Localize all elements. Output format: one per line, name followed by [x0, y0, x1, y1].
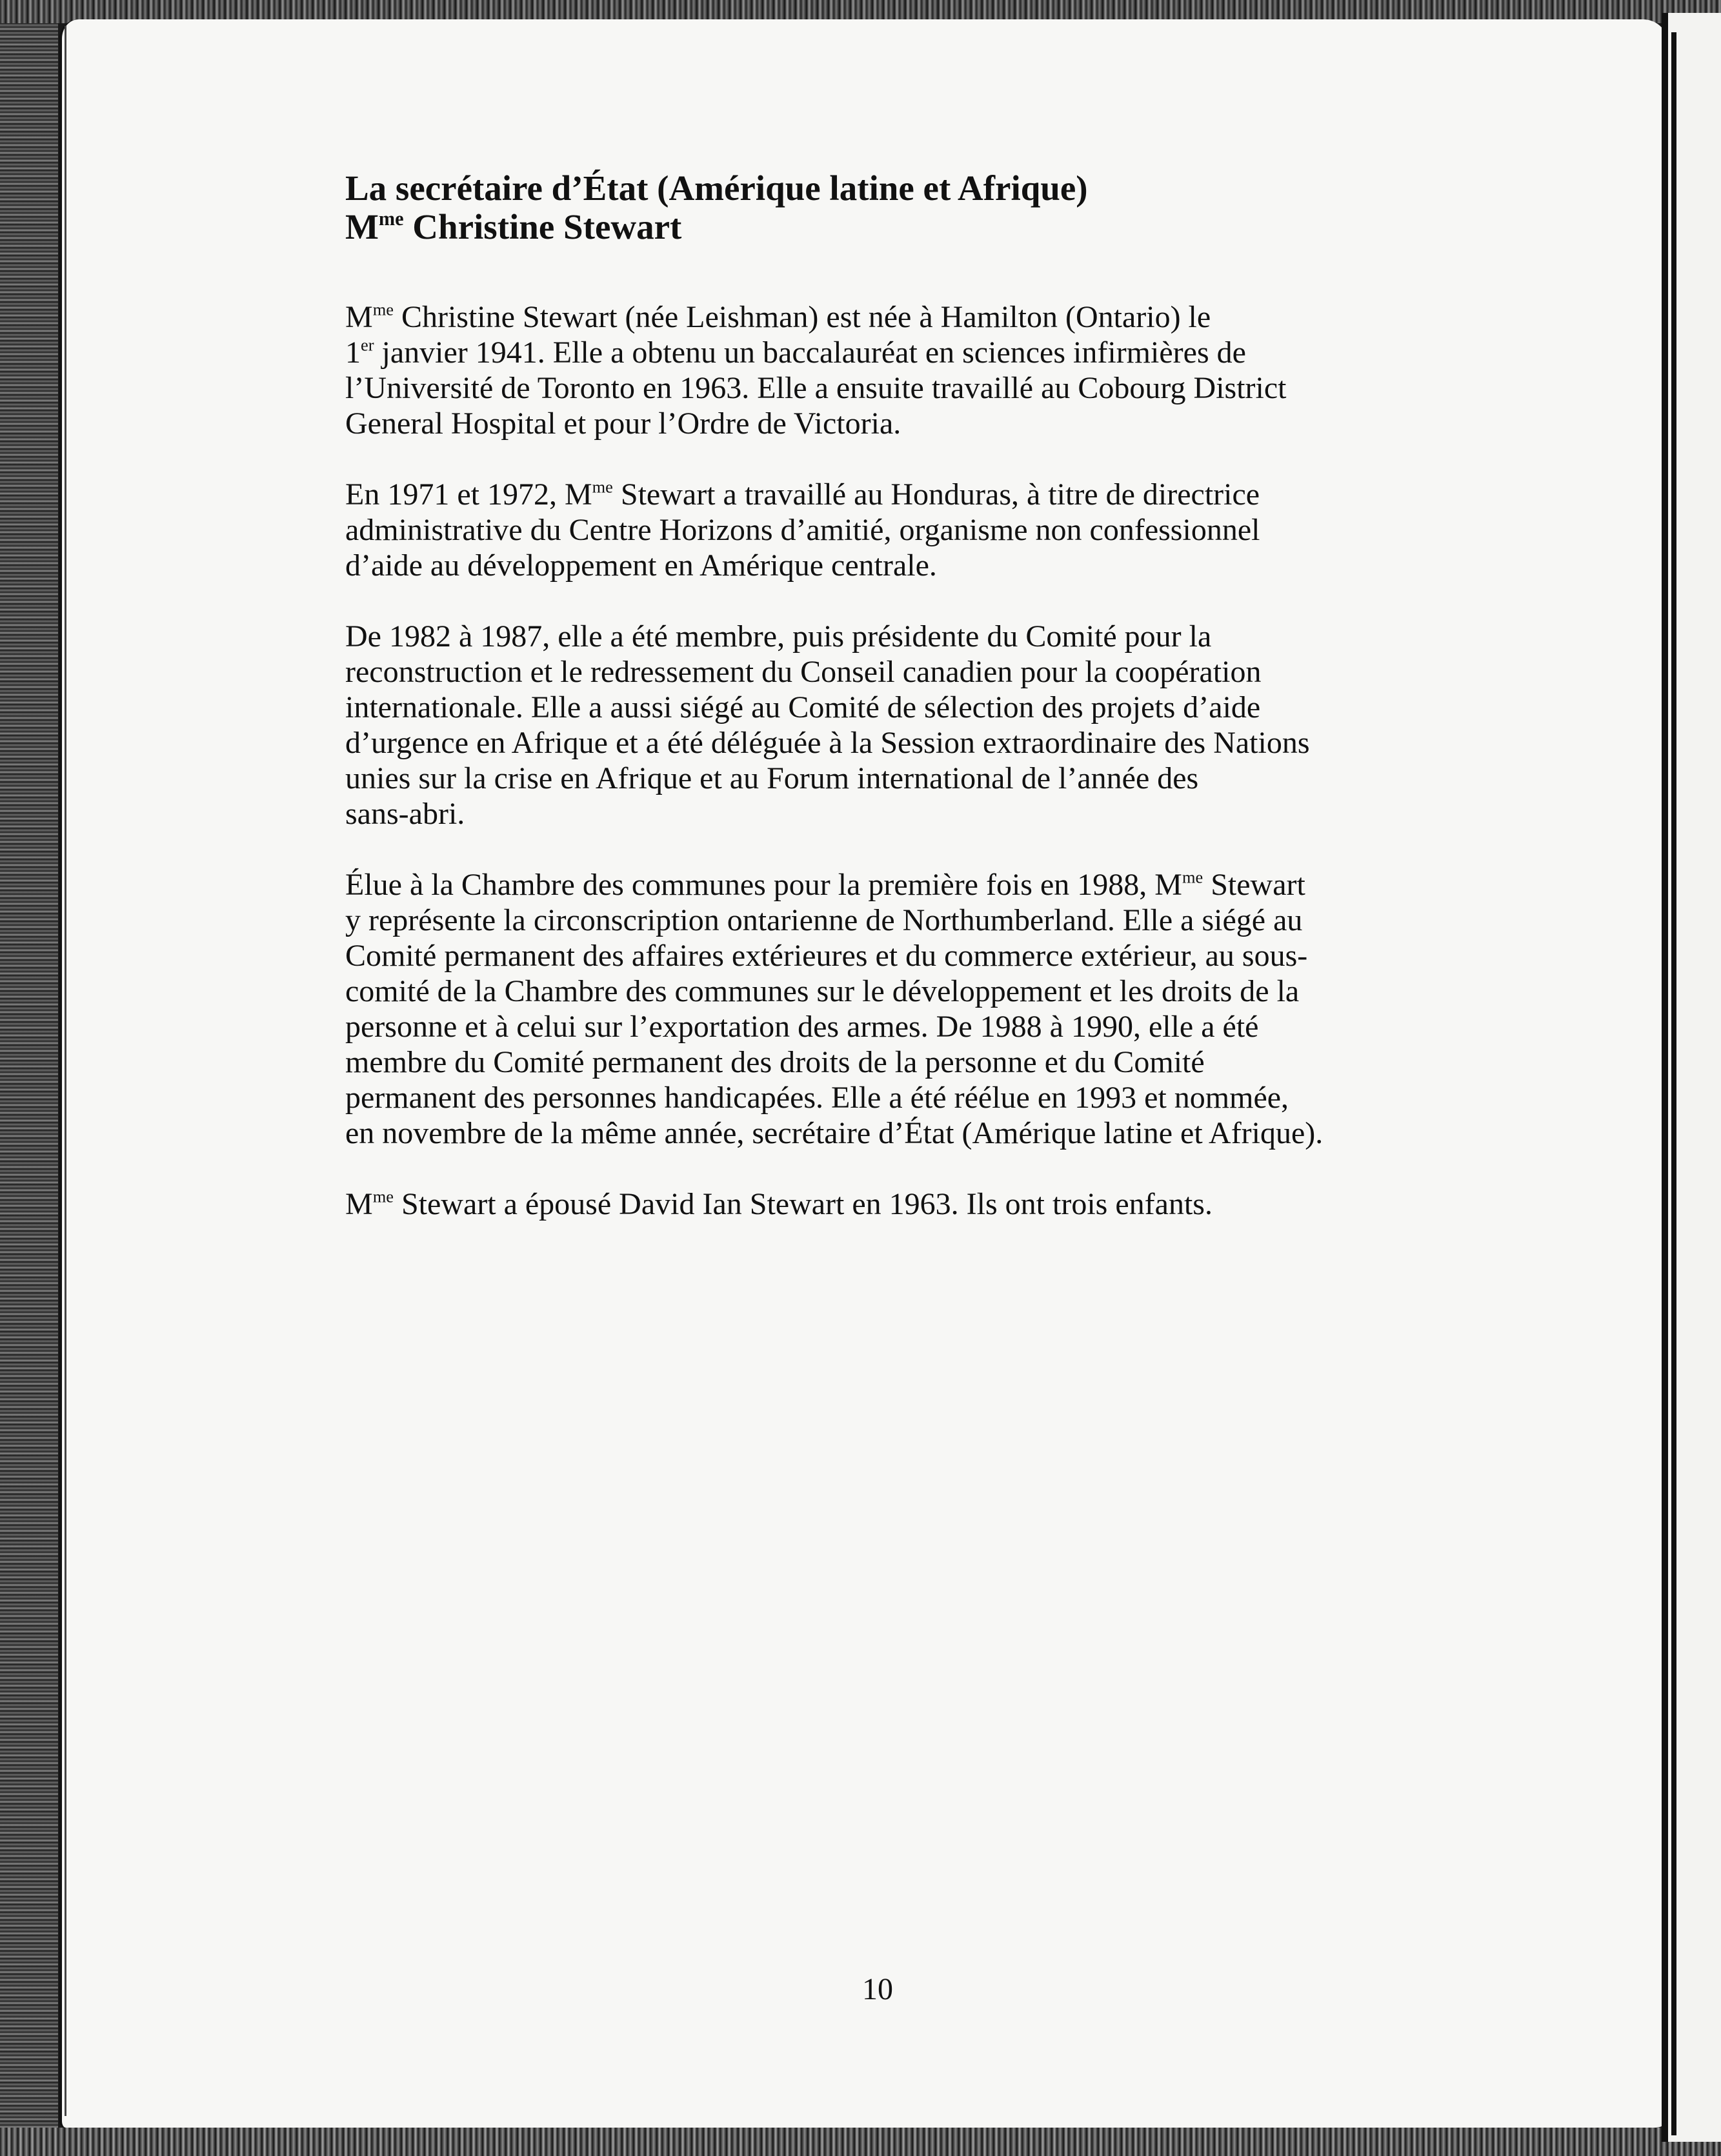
paragraph-honduras: [345, 477, 1474, 583]
page-right-edge: [1662, 13, 1721, 2142]
page-binding-line: [65, 26, 66, 2116]
paragraph-text: 1: [345, 335, 361, 370]
document-title: [345, 169, 1474, 246]
page-number: 10: [862, 1972, 893, 2006]
paragraph-biography-birth: [345, 299, 1474, 441]
paragraph-text: Christine Stewart (née Leishman) est née à Hamilton (Ontario) le: [393, 300, 1211, 334]
superscript-text: me: [372, 1186, 394, 1206]
paragraph-text: De 1982 à 1987, elle a été membre, puis présidente du Comité pour la: [345, 619, 1212, 654]
scan-noise-left: [0, 0, 58, 2156]
paragraph-text: janvier 1941. Elle a obtenu un baccalauréat en sciences infirmières de: [374, 335, 1246, 370]
superscript-text: me: [592, 477, 613, 497]
paragraph-text: membre du Comité permanent des droits de la personne et du Comité: [345, 1045, 1205, 1079]
paragraph-committee-work: [345, 619, 1474, 832]
paragraph-text: M: [345, 300, 373, 334]
paragraph-text: M: [345, 1187, 373, 1221]
paragraph-text: Stewart a travaillé au Honduras, à titre de directrice: [612, 477, 1260, 512]
scan-noise-bottom: [0, 2128, 1721, 2156]
paragraph-text: Comité permanent des affaires extérieures et du commerce extérieur, au sous-: [345, 939, 1308, 973]
paragraph-text: Stewart: [1203, 868, 1305, 902]
document-body: [345, 169, 1474, 1222]
paragraph-text: sans-abri.: [345, 797, 465, 831]
paragraph-family: [345, 1186, 1474, 1222]
paragraph-text: Stewart a épousé David Ian Stewart en 1963. Ils ont trois enfants.: [393, 1187, 1213, 1221]
superscript-text: me: [372, 299, 394, 319]
paragraph-text: reconstruction et le redressement du Conseil canadien pour la coopération: [345, 655, 1262, 689]
paragraph-text: General Hospital et pour l’Ordre de Victoria.: [345, 406, 901, 441]
paragraph-text: comité de la Chambre des communes sur le développement et les droits de la: [345, 974, 1300, 1008]
page-right-edge-line: [1671, 32, 1676, 2135]
paragraph-text: En 1971 et 1972, M: [345, 477, 592, 512]
paragraph-text: d’urgence en Afrique et a été déléguée à la Session extraordinaire des Nations: [345, 726, 1310, 760]
paragraph-parliament: [345, 867, 1474, 1151]
title-line-2: $M^{me}$ Christine Stewart: [345, 207, 682, 246]
superscript-text: me: [1182, 867, 1203, 887]
paragraph-text: l’Université de Toronto en 1963. Elle a ensuite travaillé au Cobourg District: [345, 371, 1287, 405]
paragraph-text: permanent des personnes handicapées. Elle a été réélue en 1993 et nommée,: [345, 1081, 1289, 1115]
paragraph-text: unies sur la crise en Afrique et au Forum international de l’année des: [345, 761, 1199, 795]
paragraph-text: internationale. Elle a aussi siégé au Comité de sélection des projets d’aide: [345, 690, 1261, 724]
paragraph-text: Élue à la Chambre des communes pour la première fois en 1988, M: [345, 868, 1182, 902]
paragraph-text: administrative du Centre Horizons d’amitié, organisme non confessionnel: [345, 513, 1260, 547]
superscript-text: er: [361, 335, 374, 355]
paragraph-text: d’aide au développement en Amérique centrale.: [345, 548, 937, 583]
paragraph-text: personne et à celui sur l’exportation des armes. De 1988 à 1990, elle a été: [345, 1010, 1259, 1044]
paragraph-text: y représente la circonscription ontarienne de Northumberland. Elle a siégé au: [345, 903, 1303, 937]
title-line-1: La secrétaire d’État (Amérique latine et Afrique): [345, 168, 1088, 208]
paragraph-text: en novembre de la même année, secrétaire d’État (Amérique latine et Afrique).: [345, 1116, 1323, 1150]
